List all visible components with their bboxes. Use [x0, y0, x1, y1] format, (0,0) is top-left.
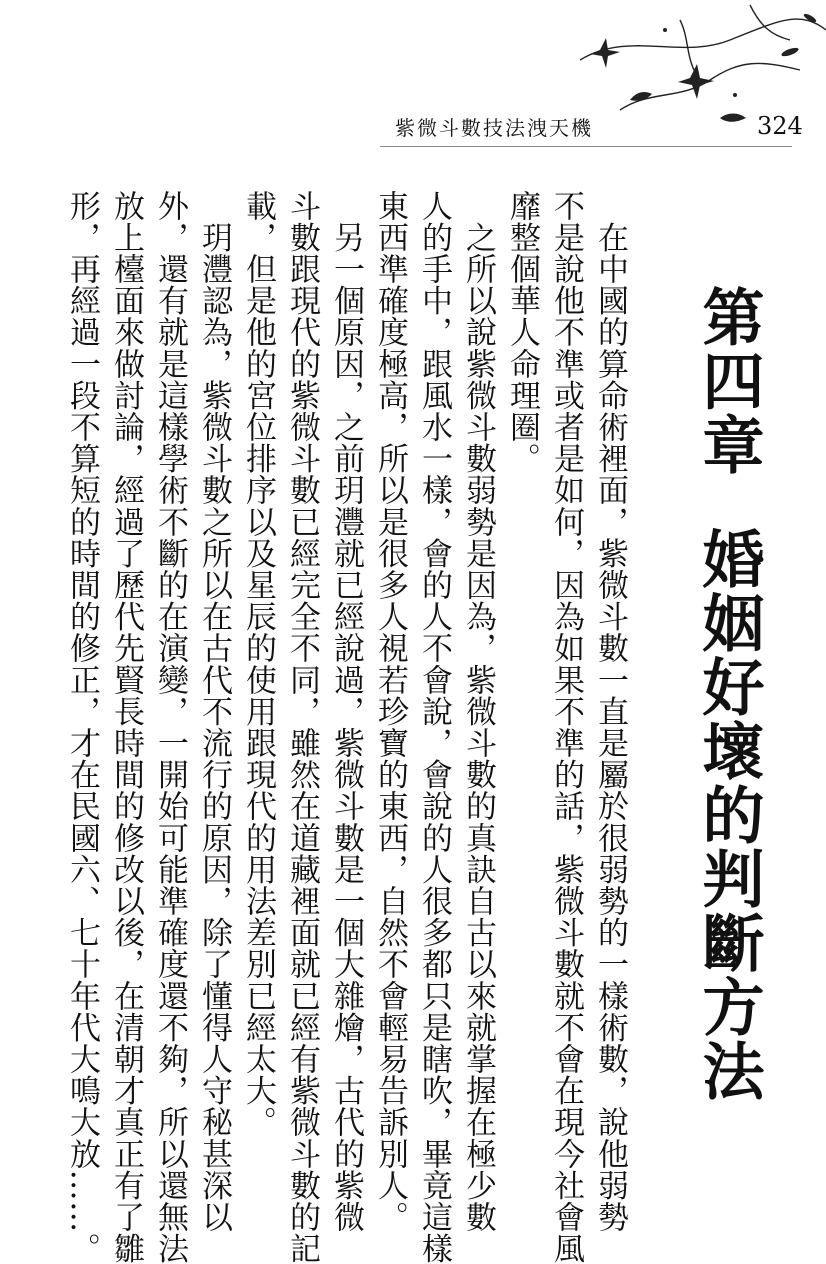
chapter-heading: [692, 285, 765, 1103]
text-column: 外，還有就是這樣學術不斷的在演變，一開始可能準確度還不夠，所以還無法: [152, 190, 188, 1264]
page-number: 324: [757, 112, 803, 140]
text-column: 形，再經過一段不算短的時間的修正，才在民國六、七十年代大鳴大放……。: [64, 190, 100, 1264]
text-column: 玥灃認為，紫微斗數之所以在古代不流行的原因，除了懂得人守秘甚深以: [196, 190, 232, 1233]
text-column: 另一個原因，之前玥灃就已經說過，紫微斗數是一個大雜燴，古代的紫微: [328, 190, 364, 1233]
text-column: 載，但是他的宮位排序以及星辰的使用跟現代的用法差別已經太大。: [240, 190, 276, 1138]
text-column: 在中國的算命術裡面，紫微斗數一直是屬於很弱勢的一樣術數，說他弱勢: [592, 190, 628, 1233]
text-column: 人的手中，跟風水一樣，會的人不會說，會說的人很多都只是瞎吹，畢竟這樣: [416, 190, 452, 1264]
text-column: 不是說他不準或者是如何，因為如果不準的話，紫微斗數就不會在現今社會風: [548, 190, 584, 1264]
chapter-number: 第四章: [692, 285, 765, 477]
chapter-title: 婚姻好壞的判斷方法: [692, 527, 765, 1103]
book-title: 紫微斗數技法洩天機: [395, 116, 593, 140]
text-column: 斗數跟現代的紫微斗數已經完全不同，雖然在道藏裡面就已經有紫微斗數的記: [284, 190, 320, 1264]
text-column: 東西準確度極高，所以是很多人視若珍寶的東西，自然不會輕易告訴別人。: [372, 190, 408, 1233]
text-column: 放上檯面來做討論，經過了歷代先賢長時間的修改以後，在清朝才真正有了雛: [108, 190, 144, 1264]
text-column: 之所以說紫微斗數弱勢是因為，紫微斗數的真訣自古以來就掌握在極少數: [460, 190, 496, 1233]
header-rule: [380, 146, 792, 147]
text-column: 靡整個華人命理圈。: [504, 190, 540, 475]
